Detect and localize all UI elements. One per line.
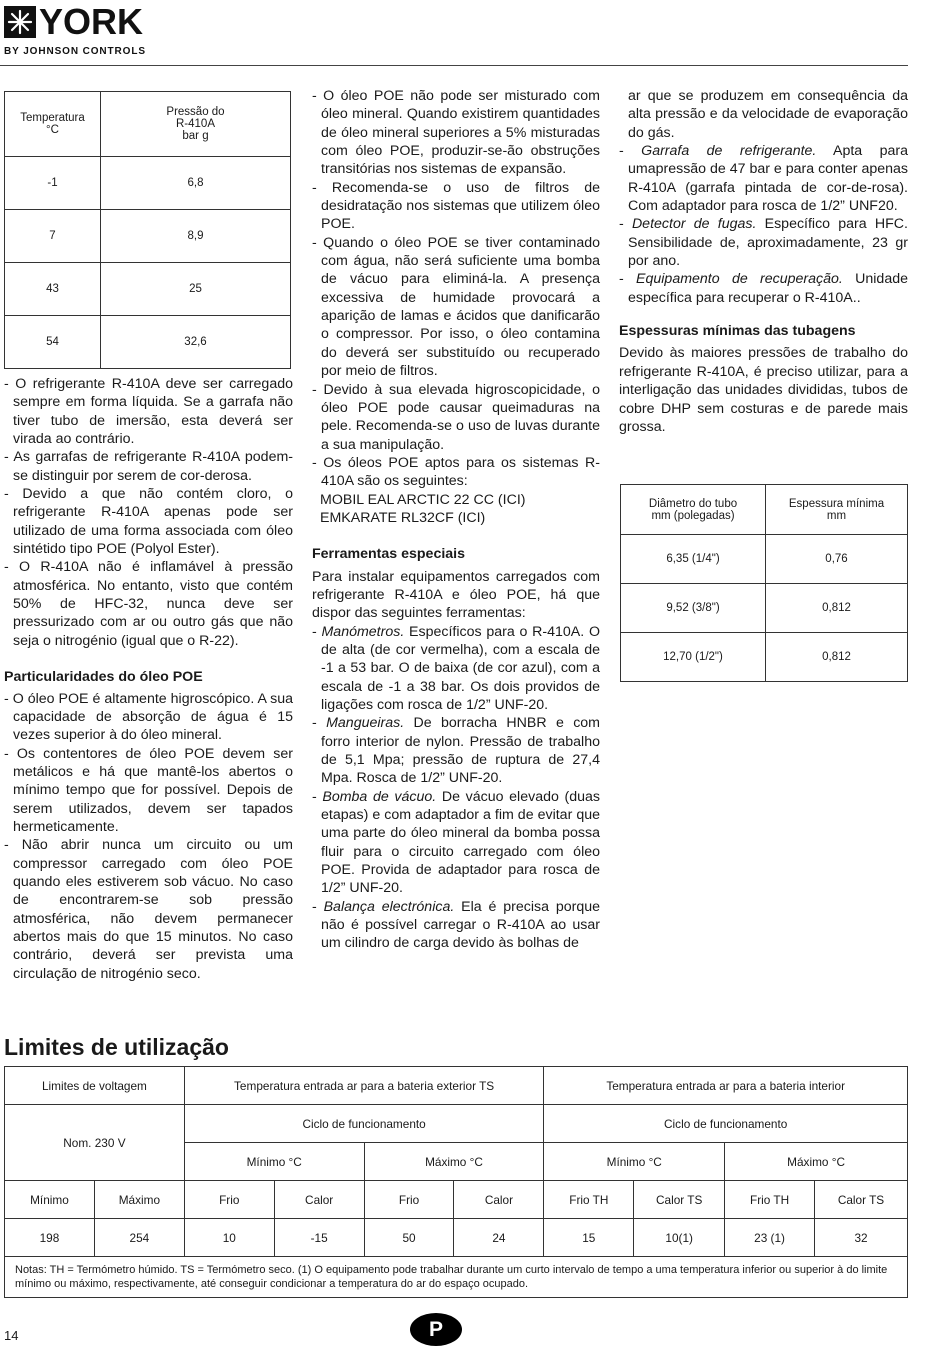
list-item: - Recomenda-se o uso de filtros de desidratação nos sistemas que utilizem óleo POE.	[312, 179, 600, 233]
tool-name: Mangueiras.	[326, 715, 405, 732]
list-item: - Detector de fugas. Específico para HFC. Sensibilidade de, aproximadamente, 23 gr por ano.	[619, 216, 908, 270]
list-item: - Balança electrónica. Ela é precisa porque não é possível carregar o R-410A ao usar um cilindro de carga devido às bolhas de	[312, 898, 601, 952]
tool-text: De borracha HNBR e com forro interior de nylon. Pressão de trabalho de 5,1 Mpa; pressão de ruptura de 27,4 Mpa. Rosca de 1/2” UNF-20.	[321, 715, 601, 787]
list-item: - Mangueiras. De borracha HNBR e com forro interior de nylon. Pressão de trabalho de 5,1 Mpa; pressão de ruptura de 27,4 Mpa. Rosca de 1/2” UNF-20.	[312, 715, 601, 787]
table-cell: 43	[5, 263, 101, 316]
table-cell: 10	[184, 1219, 274, 1257]
tool-name: Manómetros.	[321, 623, 405, 640]
table-cell: 23 (1)	[725, 1219, 815, 1257]
header-exterior-temp: Temperatura entrada ar para a bateria exterior TS	[184, 1067, 544, 1105]
thickness-header-min: Espessura mínima mm	[766, 485, 908, 535]
list-item: - Os contentores de óleo POE devem ser metálicos e há que mantê-los abertos o mínimo tempo que for possível. Depois de serem utilizados, devem ser tapados hermeticamente.	[4, 745, 293, 835]
table-cell: 54	[5, 316, 101, 369]
limits-table	[4, 1066, 908, 1298]
table-cell: 25	[101, 263, 291, 316]
table-cell: -1	[5, 157, 101, 210]
list-item: - As garrafas de refrigerante R-410A podem-se distinguir por serem de cor-derosa.	[4, 449, 293, 484]
header-rule	[0, 65, 908, 66]
table-cell: 9,52 (3/8")	[621, 584, 766, 633]
table-cell: 15	[544, 1219, 634, 1257]
min-int: Mínimo °C	[544, 1143, 725, 1181]
continued-text: ar que se produzem em consequência da alta pressão e da velocidade de evaporação do gás.	[628, 88, 908, 141]
table-cell: 0,812	[766, 584, 908, 633]
list-item: - Equipamento de recuperação. Unidade específica para recuperar o R-410A..	[619, 271, 908, 306]
operating-cycle-ext: Ciclo de funcionamento	[184, 1105, 544, 1143]
list-item: - Devido à sua elevada higroscopicidade, o óleo POE pode causar queimaduras na pele. Recomenda-se o uso de luvas durante a sua manipulação.	[312, 381, 600, 453]
tool-name: Garrafa de refrigerante.	[641, 143, 817, 160]
oil-name: EMKARATE RL32CF (ICI)	[320, 509, 486, 526]
table-cell: 0,76	[766, 535, 908, 584]
tools-intro: Para instalar equipamentos carregados com refrigerante R-410A e óleo POE, há que dispor das seguintes ferramentas:	[312, 568, 600, 622]
table-cell: 6,35 (1/4")	[621, 535, 766, 584]
table-cell: 0,812	[766, 633, 908, 682]
table-cell: 6,8	[101, 157, 291, 210]
tool-text: Específico para HFC. Sensibilidade de, aproximadamente, 23 gr por ano.	[628, 216, 908, 270]
list-item: - Bomba de vácuo. De vácuo elevado (duas etapas) e com adaptador a fim de evitar que uma parte do óleo mineral da bomba possa fluir para o circuito carregado com óleo POE. Provida de adaptador para rosca de 1/2” UNF-20.	[312, 788, 600, 897]
oil-name: MOBIL EAL ARCTIC 22 CC (ICI)	[320, 491, 526, 508]
list-item: - O óleo POE não pode ser misturado com óleo mineral. Quando existirem quantidades de óleo mineral superiores a 5% misturadas com óleo POE, produzir-se-ão obstruções transitórias nos sistemas de expansão.	[312, 88, 600, 178]
table-cell: Calor TS	[815, 1181, 908, 1219]
brand-subtitle: BY JOHNSON CONTROLS	[4, 46, 146, 57]
column-3	[619, 87, 908, 436]
nominal-voltage: Nom. 230 V	[5, 1105, 185, 1181]
language-badge: P	[410, 1313, 462, 1346]
table-cell: Calor	[454, 1181, 544, 1219]
table-cell: Mínimo	[5, 1181, 95, 1219]
tool-text: Apta para umapressão de 47 bar e para conter apenas R-410A (garrafa pintada de cor-de-rosa). Com adaptador para rosca de 1/2” UNF20.	[628, 143, 909, 215]
table-cell: -15	[274, 1219, 364, 1257]
tool-text: Ela é precisa porque não é possível carregar o R-410A ao usar um cilindro de carga devido às bolhas de	[321, 898, 601, 952]
table-cell: 32	[815, 1219, 908, 1257]
thickness-header-diameter: Diâmetro do tubo mm (polegadas)	[621, 485, 766, 535]
page-number: 14	[4, 1328, 19, 1343]
table-cell: Calor TS	[634, 1181, 725, 1219]
list-item: - O refrigerante R-410A deve ser carregado sempre em forma líquida. Se a garrafa não tiver tubo de imersão, esta deverá ser virada ao contrário.	[4, 376, 293, 448]
brand-name: YORK	[39, 1, 144, 42]
table-cell: Calor	[274, 1181, 364, 1219]
limits-title: Limites de utilização	[4, 1034, 229, 1060]
table-cell: 7	[5, 210, 101, 263]
list-item: - Os óleos POE aptos para os sistemas R-410A são os seguintes:	[312, 454, 600, 490]
table-cell: Frio	[364, 1181, 454, 1219]
thickness-table	[620, 484, 908, 682]
header-voltage-limits: Limites de voltagem	[5, 1067, 185, 1105]
column-1	[4, 375, 293, 983]
list-item: - Não abrir nunca um circuito ou um compressor carregado com óleo POE quando eles estiverem sob vácuo. No caso de encontrarem-se sob pressão atmosférica, não devem permanecer abertos mais do que 15 minutos. No caso contrário, deverá ser prevista uma circulação de nitrogénio seco.	[4, 837, 293, 982]
limits-note: Notas: TH = Termómetro húmido. TS = Termómetro seco. (1) O equipamento pode trabalhar durante um curto intervalo de tempo a uma temperatura inferior ou superior à do limite mínimo ou máximo, respectivamente, até conseguir condicionar a temperatura do ar do espaço ocupado.	[5, 1257, 908, 1298]
list-item: - O óleo POE é altamente higroscópico. A sua capacidade de absorção de água é 15 vezes superior à do óleo mineral.	[4, 690, 293, 744]
column-2	[312, 87, 600, 953]
tool-name: Bomba de vácuo.	[322, 788, 437, 805]
heading-special-tools: Ferramentas especiais	[312, 546, 466, 563]
list-item: - Quando o óleo POE se tiver contaminado com água, não será suficiente uma bomba de vácuo para eliminá-la. A presença excessiva de humidade provocará a aparição de lamas e ácidos que danificarão o compressor. Por isso, o óleo contamina do deverá ser substituído ou recuperado por meio de filtros.	[312, 234, 600, 380]
table-cell: 254	[94, 1219, 184, 1257]
max-int: Máximo °C	[725, 1143, 908, 1181]
table-cell: 24	[454, 1219, 544, 1257]
table-cell: Frio TH	[544, 1181, 634, 1219]
pressure-table-header-pressure: Pressão do R-410A bar g	[101, 92, 291, 157]
table-cell: 12,70 (1/2")	[621, 633, 766, 682]
max-ext: Máximo °C	[364, 1143, 544, 1181]
thickness-text: Devido às maiores pressões de trabalho do refrigerante R-410A, é preciso utilizar, para a interligação das unidades divididas, tubos de cobre DHP sem costuras e de parede mais grossa.	[619, 345, 908, 435]
tool-name: Detector de fugas.	[631, 216, 757, 233]
york-logo	[4, 1, 154, 57]
tool-text: Específicos para o R-410A. O de alta (de cor vermelha), com a escala de -1 a 53 bar. O de baixa (de cor azul), com a escala de -1 a 38 bar. Os dois providos de ligações com rosca de 1/2” UNF-20.	[321, 623, 600, 713]
table-cell: 50	[364, 1219, 454, 1257]
tool-name: Balança electrónica.	[323, 898, 455, 915]
pressure-table-header-temp: Temperatura °C	[5, 92, 101, 157]
tool-name: Equipamento de recuperação.	[636, 271, 843, 288]
table-cell: 8,9	[101, 210, 291, 263]
table-cell: Frio TH	[725, 1181, 815, 1219]
list-item: - Garrafa de refrigerante. Apta para umapressão de 47 bar e para conter apenas R-410A (garrafa pintada de cor-de-rosa). Com adaptador para rosca de 1/2” UNF20.	[619, 143, 909, 215]
heading-pipe-thickness: Espessuras mínimas das tubagens	[619, 323, 856, 340]
list-item: - O R-410A não é inflamável à pressão atmosférica. No entanto, visto que contém 50% de HFC-32, nunca deve ser pressurizado com ar ou outro gás que não seja o nitrogénio (igual que o R-22).	[4, 559, 293, 649]
operating-cycle-int: Ciclo de funcionamento	[544, 1105, 908, 1143]
snowflake-icon	[4, 6, 36, 38]
heading-poe-oil: Particularidades do óleo POE	[4, 669, 203, 686]
table-cell: Máximo	[94, 1181, 184, 1219]
tool-text: Unidade específica para recuperar o R-410A..	[628, 271, 908, 306]
pressure-table	[4, 91, 291, 369]
table-cell: 10(1)	[634, 1219, 725, 1257]
table-cell: 32,6	[101, 316, 291, 369]
header-interior-temp: Temperatura entrada ar para a bateria interior	[544, 1067, 908, 1105]
table-cell: Frio	[184, 1181, 274, 1219]
tool-text: De vácuo elevado (duas etapas) e com adaptador a fim de evitar que uma parte do óleo mineral da bomba possa fluir para o circuito carregado com óleo POE. Provida de adaptador para rosca de 1/2” UNF-20.	[321, 788, 600, 897]
list-item: - Manómetros. Específicos para o R-410A. O de alta (de cor vermelha), com a escala de -1 a 53 bar. O de baixa (de cor azul), com a escala de -1 a 38 bar. Os dois providos de ligações com rosca de 1/2” UNF-20.	[312, 623, 600, 713]
list-item: - Devido a que não contém cloro, o refrigerante R-410A apenas pode ser utilizado de uma forma associada com óleo sintétido tipo POE (Polyol Ester).	[4, 486, 293, 558]
min-ext: Mínimo °C	[184, 1143, 364, 1181]
table-cell: 198	[5, 1219, 95, 1257]
